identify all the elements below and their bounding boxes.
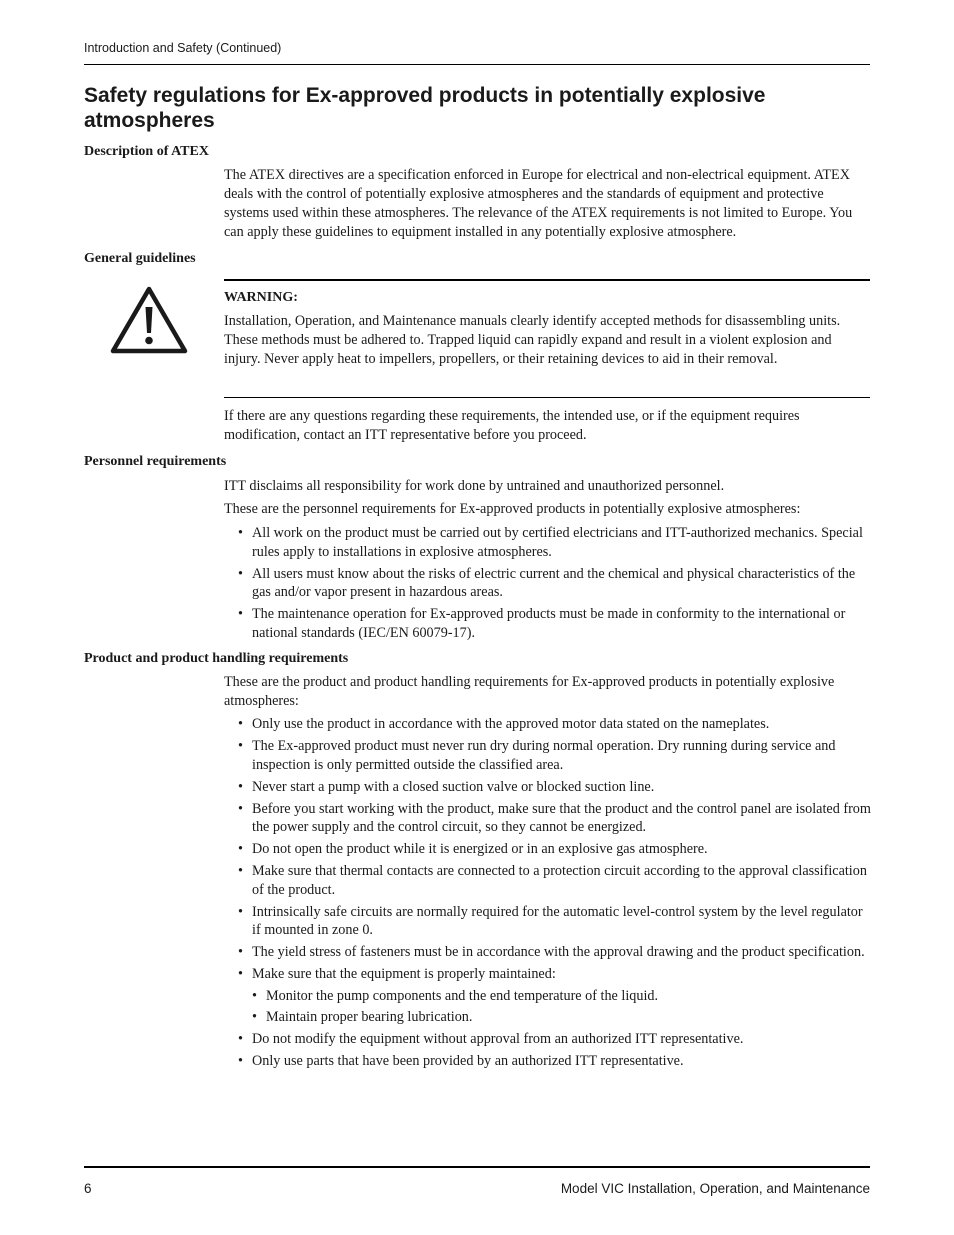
personnel-heading: Personnel requirements bbox=[84, 454, 227, 469]
personnel-requirements-list bbox=[224, 524, 872, 646]
page-title: Safety regulations for Ex-approved products in potentially explosive atmospheres bbox=[84, 84, 766, 132]
running-header: Introduction and Safety (Continued) bbox=[84, 41, 282, 55]
general-guidelines-heading: General guidelines bbox=[84, 251, 196, 266]
list-item: • All users must know about the risks of electric current and the chemical and physical characteristics of the gas and/or vapor present in hazardous areas. bbox=[224, 565, 872, 602]
header-rule bbox=[84, 64, 870, 65]
list-item: • Only use the product in accordance with the approved motor data stated on the nameplates. bbox=[224, 715, 872, 734]
product-intro: These are the product and product handling requirements for Ex-approved products in potentially explosive atmospheres: bbox=[224, 674, 835, 709]
list-item: • Do not modify the equipment without approval from an authorized ITT representative. bbox=[224, 1030, 872, 1049]
page-number: 6 bbox=[84, 1181, 92, 1196]
list-item: • Never start a pump with a closed suction valve or blocked suction line. bbox=[224, 778, 872, 797]
atex-heading: Description of ATEX bbox=[84, 144, 209, 159]
warning-bottom-rule bbox=[224, 397, 870, 398]
warning-triangle-icon bbox=[110, 285, 188, 355]
product-requirements-list bbox=[224, 715, 872, 1074]
list-item: • Make sure that thermal contacts are connected to a protection circuit according to the approval classification of the product. bbox=[224, 862, 872, 899]
general-guidelines-text: If there are any questions regarding these requirements, the intended use, or if the equipment requires modification, contact an ITT representative before you proceed. bbox=[224, 408, 800, 443]
atex-description: The ATEX directives are a specification enforced in Europe for electrical and non-electrical equipment. ATEX deals with the control of potentially explosive atmospheres and the standards of equipment and protective systems used within these atmospheres. The relevance of the ATEX requirements is not limited to Europe. You can apply these guidelines to equipment installed in any potentially explosive atmosphere. bbox=[224, 167, 853, 240]
list-item-text: Make sure that the equipment is properly maintained: bbox=[252, 966, 556, 982]
product-heading: Product and product handling requirements bbox=[84, 651, 349, 666]
list-item: • Do not open the product while it is energized or in an explosive gas atmosphere. bbox=[224, 840, 872, 859]
maintenance-sub-list bbox=[252, 987, 872, 1027]
list-item: • The maintenance operation for Ex-approved products must be made in conformity to the international or national standards (IEC/EN 60079-17). bbox=[224, 605, 872, 642]
footer-doc-title: Model VIC Installation, Operation, and Maintenance bbox=[560, 1181, 870, 1196]
sub-list-item: • Maintain proper bearing lubrication. bbox=[252, 1008, 872, 1027]
sub-list-item: • Monitor the pump components and the end temperature of the liquid. bbox=[252, 987, 872, 1006]
personnel-intro: These are the personnel requirements for Ex-approved products in potentially explosive atmospheres: bbox=[224, 501, 801, 517]
list-item: • Before you start working with the product, make sure that the product and the control panel are isolated from the power supply and the control circuit, so they cannot be energized. bbox=[224, 800, 872, 837]
list-item: • The yield stress of fasteners must be in accordance with the approval drawing and the product specification. bbox=[224, 943, 872, 962]
list-item: • Only use parts that have been provided by an authorized ITT representative. bbox=[224, 1052, 872, 1071]
warning-top-rule bbox=[224, 279, 870, 281]
list-item bbox=[224, 965, 872, 1027]
warning-label: WARNING: bbox=[224, 290, 298, 305]
list-item: • The Ex-approved product must never run dry during normal operation. Dry running during service and inspection is only permitted outside the classified area. bbox=[224, 737, 872, 774]
list-item: • Intrinsically safe circuits are normally required for the automatic level-control system by the level regulator if mounted in zone 0. bbox=[224, 903, 872, 940]
personnel-disclaimer: ITT disclaims all responsibility for work done by untrained and unauthorized personnel. bbox=[224, 478, 725, 494]
footer-rule bbox=[84, 1166, 870, 1168]
list-item: • All work on the product must be carried out by certified electricians and ITT-authorized mechanics. Special rules apply to installations in explosive atmospheres. bbox=[224, 524, 872, 561]
warning-text: Installation, Operation, and Maintenance manuals clearly identify accepted methods for disassembling units. These methods must be adhered to. Trapped liquid can rapidly expand and result in a violent explosion and injury. Never apply heat to impellers, propellers, or their retaining devices to aid in their removal. bbox=[224, 313, 841, 367]
